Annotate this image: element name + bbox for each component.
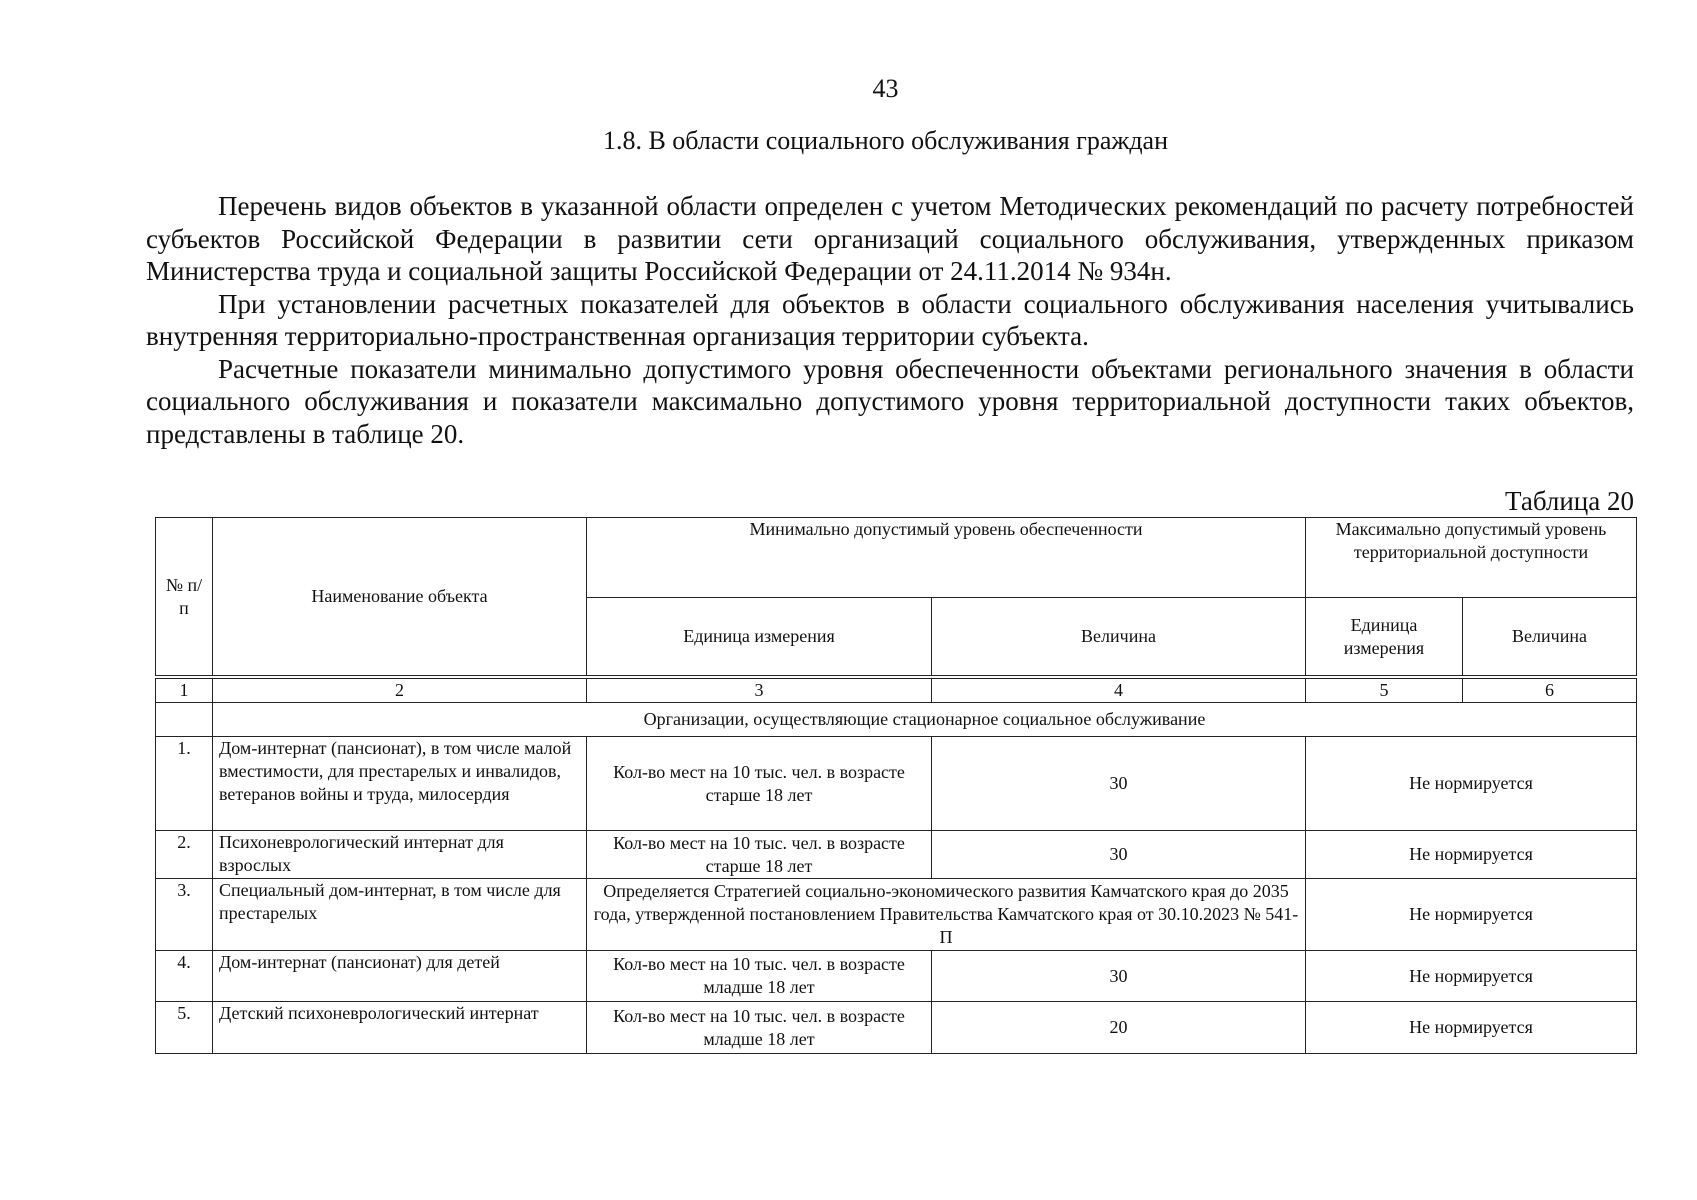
object-name: Дом-интернат (пансионат), в том числе малой вместимости, для престарелых и инвалидов, ветеранов войны и труда, милосердия bbox=[213, 737, 587, 831]
object-name: Психоневрологический интернат для взрослых bbox=[213, 831, 587, 879]
table-row bbox=[156, 1002, 1637, 1054]
standards-table bbox=[155, 517, 1637, 1054]
row-number: 4. bbox=[156, 951, 213, 1002]
access-cell: Не нормируется bbox=[1306, 737, 1637, 831]
table-row bbox=[156, 951, 1637, 1002]
access-cell: Не нормируется bbox=[1306, 1002, 1637, 1054]
header-min-group: Минимально допустимый уровень обеспеченности bbox=[587, 518, 1306, 598]
unit-cell: Кол-во мест на 10 тыс. чел. в возрасте старше 18 лет bbox=[587, 831, 932, 879]
access-cell: Не нормируется bbox=[1306, 951, 1637, 1002]
unit-cell: Кол-во мест на 10 тыс. чел. в возрасте младше 18 лет bbox=[587, 951, 932, 1002]
unit-cell: Кол-во мест на 10 тыс. чел. в возрасте старше 18 лет bbox=[587, 737, 932, 831]
unit-cell: Кол-во мест на 10 тыс. чел. в возрасте младше 18 лет bbox=[587, 1002, 932, 1054]
header-max-unit: Единица измерения bbox=[1306, 598, 1463, 676]
header-max-group: Максимально допустимый уровень территориальной доступности bbox=[1306, 518, 1637, 598]
object-name: Детский психоневрологический интернат bbox=[213, 1002, 587, 1054]
header-max-value: Величина bbox=[1463, 598, 1637, 676]
paragraph: При установлении расчетных показателей для объектов в области социального обслуживания населения учитывались внутренняя территориально-пространственная организация территории субъекта. bbox=[146, 288, 1634, 351]
merged-standard-cell: Определяется Стратегией социально-экономического развития Камчатского края до 2035 года, утвержденной постановлением Правительства Камчатского края от 30.10.2023 № 541-П bbox=[587, 879, 1306, 951]
column-number: 6 bbox=[1463, 679, 1637, 703]
row-number: 1. bbox=[156, 737, 213, 831]
value-cell: 30 bbox=[932, 831, 1306, 879]
row-number: 3. bbox=[156, 879, 213, 951]
header-name: Наименование объекта bbox=[213, 518, 587, 676]
value-cell: 20 bbox=[932, 1002, 1306, 1054]
table-row bbox=[156, 737, 1637, 831]
body-text bbox=[146, 190, 1634, 450]
table-row bbox=[156, 831, 1637, 879]
access-cell: Не нормируется bbox=[1306, 831, 1637, 879]
access-cell: Не нормируется bbox=[1306, 879, 1637, 951]
column-number: 2 bbox=[213, 679, 587, 703]
row-number: 2. bbox=[156, 831, 213, 879]
header-min-value: Величина bbox=[932, 598, 1306, 676]
group-empty-cell bbox=[156, 703, 213, 737]
table-caption: Таблица 20 bbox=[1505, 486, 1634, 516]
header-min-unit: Единица измерения bbox=[587, 598, 932, 676]
section-title: 1.8. В области социального обслуживания граждан bbox=[602, 126, 1169, 155]
object-name: Специальный дом-интернат, в том числе для престарелых bbox=[213, 879, 587, 951]
value-cell: 30 bbox=[932, 737, 1306, 831]
paragraph: Перечень видов объектов в указанной области определен с учетом Методических рекомендаций по расчету потребностей субъектов Российской Федерации в развитии сети организаций социального обслуживания, утвержденных приказом Министерства труда и социальной защиты Российской Федерации от 24.11.2014 № 934н. bbox=[146, 191, 1634, 286]
group-title: Организации, осуществляющие стационарное социальное обслуживание bbox=[213, 703, 1637, 737]
header-num: № п/п bbox=[156, 518, 213, 676]
table-row bbox=[156, 879, 1637, 951]
column-number: 4 bbox=[932, 679, 1306, 703]
paragraph: Расчетные показатели минимально допустимого уровня обеспеченности объектами регионального значения в области социального обслуживания и показатели максимально допустимого уровня территориальной доступности таких объектов, представлены в таблице 20. bbox=[146, 353, 1634, 449]
page-number: 43 bbox=[872, 74, 899, 103]
column-number: 1 bbox=[156, 679, 213, 703]
row-number: 5. bbox=[156, 1002, 213, 1054]
column-number: 3 bbox=[587, 679, 932, 703]
value-cell: 30 bbox=[932, 951, 1306, 1002]
column-number-row bbox=[156, 679, 1637, 703]
column-number: 5 bbox=[1306, 679, 1463, 703]
group-row bbox=[156, 703, 1637, 737]
object-name: Дом-интернат (пансионат) для детей bbox=[213, 951, 587, 1002]
